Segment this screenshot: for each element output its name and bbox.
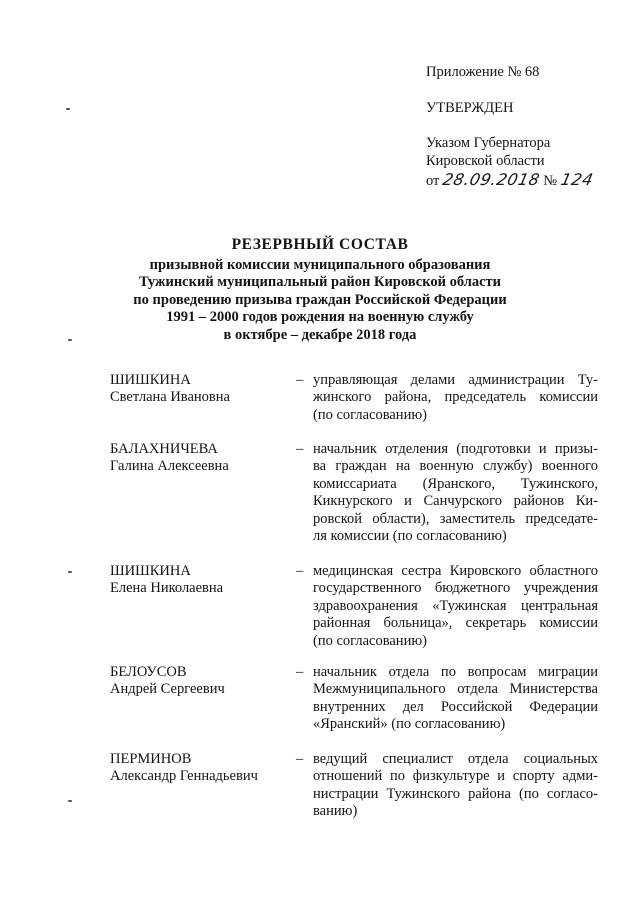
decree-number (558, 170, 595, 190)
decree-date-line (426, 171, 593, 190)
role-line: Межмуниципального отдела Министерства (313, 681, 598, 698)
member-surname: БЕЛОУСОВ (110, 664, 187, 680)
member-surname: БАЛАХНИЧЕВА (110, 441, 218, 457)
role-line: (по согласованию) (313, 632, 427, 649)
member-given-name: Галина Алексеевна (110, 458, 229, 475)
member-dash: – (296, 372, 304, 388)
scan-speck (68, 571, 72, 573)
title-line: по проведению призыва граждан Российской Федерации (133, 291, 507, 308)
scan-speck (66, 108, 70, 110)
member-surname: ШИШКИНА (110, 372, 191, 388)
role-line: отношений по физкультуре и спорту адми- (313, 768, 598, 785)
member-name (110, 372, 285, 407)
member-dash: – (296, 751, 304, 767)
appendix-number: Приложение № 68 (426, 64, 540, 80)
role-line: ва граждан на военную службу) военного (313, 458, 598, 475)
member-name (110, 664, 285, 699)
title-line: призывной комиссии муниципального образования (149, 256, 491, 273)
member-role (313, 372, 598, 424)
member-role (313, 751, 598, 821)
role-line: «Яранский» (по согласованию) (313, 716, 506, 733)
member-role (313, 441, 598, 545)
member-name (110, 563, 285, 598)
member-dash: – (296, 441, 304, 457)
member-dash: – (296, 563, 304, 579)
title-line: 1991 – 2000 годов рождения на военную службу (166, 309, 474, 325)
role-line: внутренних дел Российской Федерации (313, 698, 598, 715)
title-line: Тужинский муниципальный район Кировской области (138, 274, 502, 290)
member-given-name: Александр Геннадьевич (110, 768, 258, 785)
role-line: начальник отделения (подготовки и призы- (313, 441, 598, 457)
role-line: ля комиссии (по согласованию) (313, 528, 507, 545)
role-line: районная больница», секретарь комиссии (313, 615, 598, 632)
role-line: медицинская сестра Кировского областного (313, 563, 598, 579)
role-line: здравоохранения «Тужинская центральная (313, 597, 598, 614)
member-name (110, 441, 285, 476)
member-dash: – (296, 664, 304, 680)
role-line: комиссариата (Яранского, Тужинского, (313, 475, 598, 492)
role-line: ровской области), заместитель председате- (313, 510, 598, 527)
handwritten-date: 28.09.2018 (441, 170, 542, 189)
member-surname: ПЕРМИНОВ (110, 751, 192, 767)
member-given-name: Елена Николаевна (110, 580, 224, 597)
role-line: жинского района, председатель комиссии (313, 389, 598, 406)
region-label: Кировской области (426, 153, 545, 169)
scan-speck (68, 800, 72, 802)
member-role (313, 563, 598, 650)
member-role (313, 664, 598, 734)
role-line: ванию) (313, 803, 358, 820)
role-line: (по согласованию) (313, 406, 427, 423)
handwritten-number: 124 (558, 170, 595, 189)
approved-label: УТВЕРЖДЕН (426, 100, 514, 116)
member-given-name: Андрей Сергеевич (110, 681, 225, 698)
date-prefix: от (426, 173, 440, 189)
role-line: Кикнурского и Санчурского районов Ки- (313, 493, 598, 510)
decree-label: Указом Губернатора (426, 135, 551, 151)
number-prefix: № (543, 173, 558, 189)
member-given-name: Светлана Ивановна (110, 389, 230, 406)
title-main: РЕЗЕРВНЫЙ СОСТАВ (231, 236, 409, 253)
decree-date (443, 171, 540, 190)
role-line: нистрации Тужинского района (по согласо- (313, 785, 598, 802)
document-title (0, 236, 640, 344)
member-name (110, 751, 285, 786)
member-surname: ШИШКИНА (110, 563, 191, 579)
role-line: управляющая делами администрации Ту- (313, 372, 598, 388)
role-line: ведущий специалист отдела социальных (313, 751, 598, 767)
role-line: начальник отдела по вопросам миграции (313, 664, 598, 680)
role-line: государственного бюджетного учреждения (313, 580, 598, 597)
title-line: в октябре – декабре 2018 года (223, 326, 417, 343)
